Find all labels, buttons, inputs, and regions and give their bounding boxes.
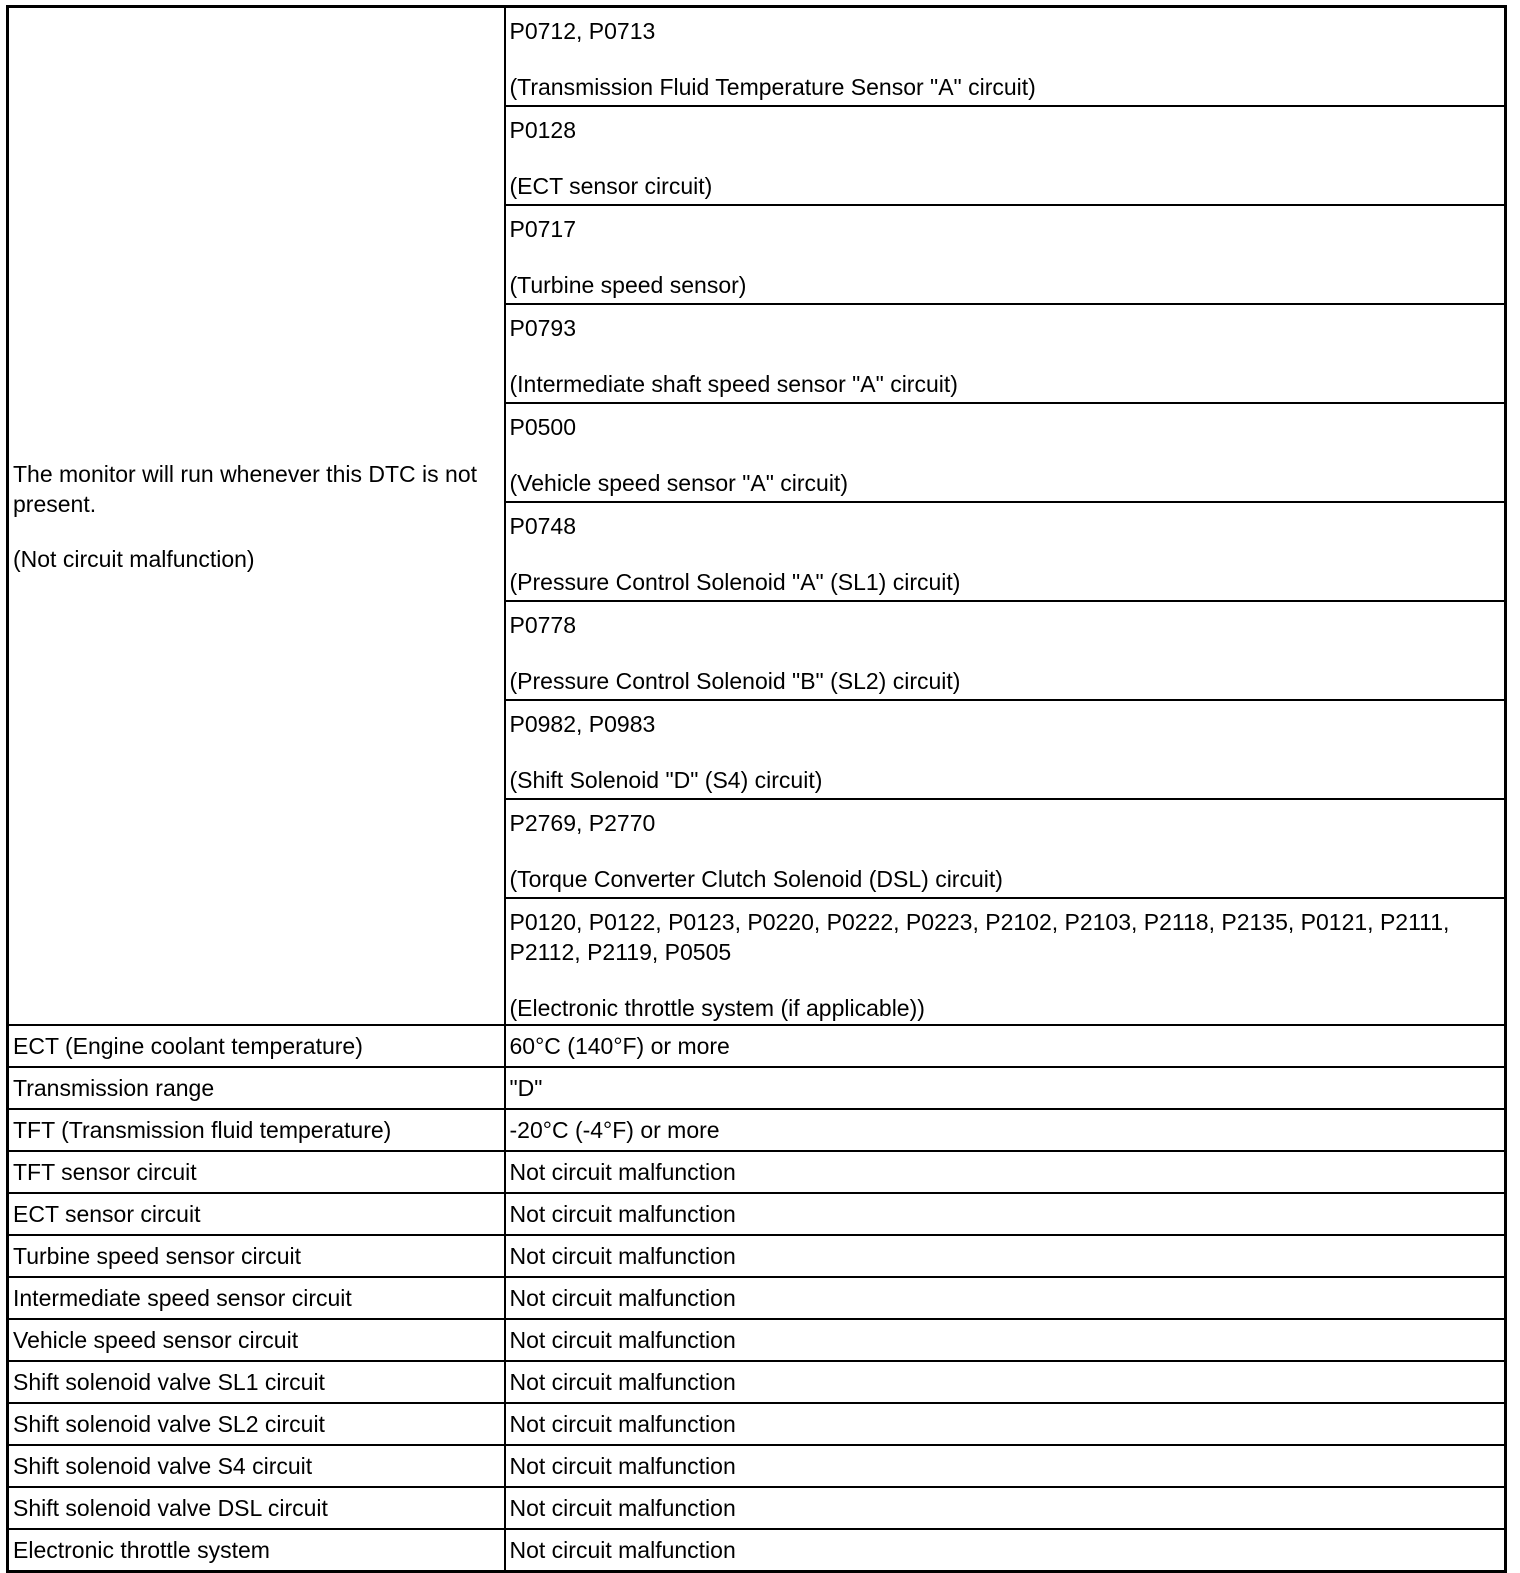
condition-item: ECT (Engine coolant temperature) [8, 1025, 505, 1067]
dtc-cell [505, 106, 1506, 205]
condition-value: "D" [505, 1067, 1506, 1109]
table-row [8, 1235, 1506, 1277]
condition-item: Electronic throttle system [8, 1529, 505, 1572]
condition-item: Vehicle speed sensor circuit [8, 1319, 505, 1361]
table-row [8, 1067, 1506, 1109]
table-row [8, 1319, 1506, 1361]
condition-item: Transmission range [8, 1067, 505, 1109]
condition-value: 60°C (140°F) or more [505, 1025, 1506, 1067]
table-row [8, 1109, 1506, 1151]
dtc-description: (Transmission Fluid Temperature Sensor "A" circuit) [509, 74, 1036, 100]
dtc-description: (Pressure Control Solenoid "B" (SL2) circuit) [509, 668, 961, 694]
condition-value: Not circuit malfunction [505, 1445, 1506, 1487]
table-row [8, 7, 1506, 107]
dtc-codes: P0500 [509, 414, 577, 440]
condition-value: Not circuit malfunction [505, 1487, 1506, 1529]
condition-item: Turbine speed sensor circuit [8, 1235, 505, 1277]
dtc-description: (Vehicle speed sensor "A" circuit) [509, 470, 848, 496]
condition-value: Not circuit malfunction [505, 1529, 1506, 1572]
table-row [8, 1277, 1506, 1319]
dtc-codes: P0712, P0713 [509, 18, 656, 44]
condition-value: Not circuit malfunction [505, 1193, 1506, 1235]
condition-value: Not circuit malfunction [505, 1403, 1506, 1445]
condition-item: Shift solenoid valve SL2 circuit [8, 1403, 505, 1445]
monitor-note-text: The monitor will run whenever this DTC is not present. [13, 460, 477, 517]
condition-item: Shift solenoid valve SL1 circuit [8, 1361, 505, 1403]
condition-item: Shift solenoid valve DSL circuit [8, 1487, 505, 1529]
condition-value: Not circuit malfunction [505, 1361, 1506, 1403]
table-row [8, 1529, 1506, 1572]
dtc-description: (Shift Solenoid "D" (S4) circuit) [509, 767, 823, 793]
dtc-cell [505, 205, 1506, 304]
dtc-cell [505, 799, 1506, 898]
dtc-description: (Pressure Control Solenoid "A" (SL1) circuit) [509, 569, 961, 595]
dtc-codes: P0128 [509, 117, 577, 143]
dtc-cell [505, 700, 1506, 799]
conditions-table [6, 5, 1507, 1573]
dtc-description: (Torque Converter Clutch Solenoid (DSL) circuit) [509, 866, 1003, 892]
dtc-description: (Intermediate shaft speed sensor "A" circuit) [509, 371, 958, 397]
dtc-codes: P2769, P2770 [509, 810, 656, 836]
condition-item: Intermediate speed sensor circuit [8, 1277, 505, 1319]
table-row [8, 1445, 1506, 1487]
table-row [8, 1361, 1506, 1403]
dtc-codes: P0120, P0122, P0123, P0220, P0222, P0223, P2102, P2103, P2118, P2135, P0121, P2111, P2112, P2119, P0505 [509, 909, 1450, 965]
dtc-cell [505, 7, 1506, 107]
dtc-cell [505, 898, 1506, 1025]
dtc-description: (Turbine speed sensor) [509, 272, 747, 298]
monitor-note-subtext: (Not circuit malfunction) [13, 545, 255, 572]
dtc-codes: P0717 [509, 216, 577, 242]
table-row [8, 1487, 1506, 1529]
dtc-codes: P0793 [509, 315, 577, 341]
condition-value: Not circuit malfunction [505, 1235, 1506, 1277]
condition-value: -20°C (-4°F) or more [505, 1109, 1506, 1151]
condition-value: Not circuit malfunction [505, 1277, 1506, 1319]
dtc-codes: P0748 [509, 513, 577, 539]
condition-item: Shift solenoid valve S4 circuit [8, 1445, 505, 1487]
table-row [8, 1193, 1506, 1235]
table-row [8, 1403, 1506, 1445]
dtc-cell [505, 502, 1506, 601]
dtc-cell [505, 403, 1506, 502]
condition-item: ECT sensor circuit [8, 1193, 505, 1235]
condition-value: Not circuit malfunction [505, 1151, 1506, 1193]
table-row [8, 1151, 1506, 1193]
condition-item: TFT (Transmission fluid temperature) [8, 1109, 505, 1151]
dtc-cell [505, 304, 1506, 403]
dtc-codes: P0778 [509, 612, 577, 638]
monitor-note-cell [8, 7, 505, 1026]
dtc-description: (ECT sensor circuit) [509, 173, 713, 199]
condition-value: Not circuit malfunction [505, 1319, 1506, 1361]
dtc-description: (Electronic throttle system (if applicable)) [509, 995, 925, 1021]
table-row [8, 1025, 1506, 1067]
dtc-codes: P0982, P0983 [509, 711, 656, 737]
dtc-cell [505, 601, 1506, 700]
condition-item: TFT sensor circuit [8, 1151, 505, 1193]
